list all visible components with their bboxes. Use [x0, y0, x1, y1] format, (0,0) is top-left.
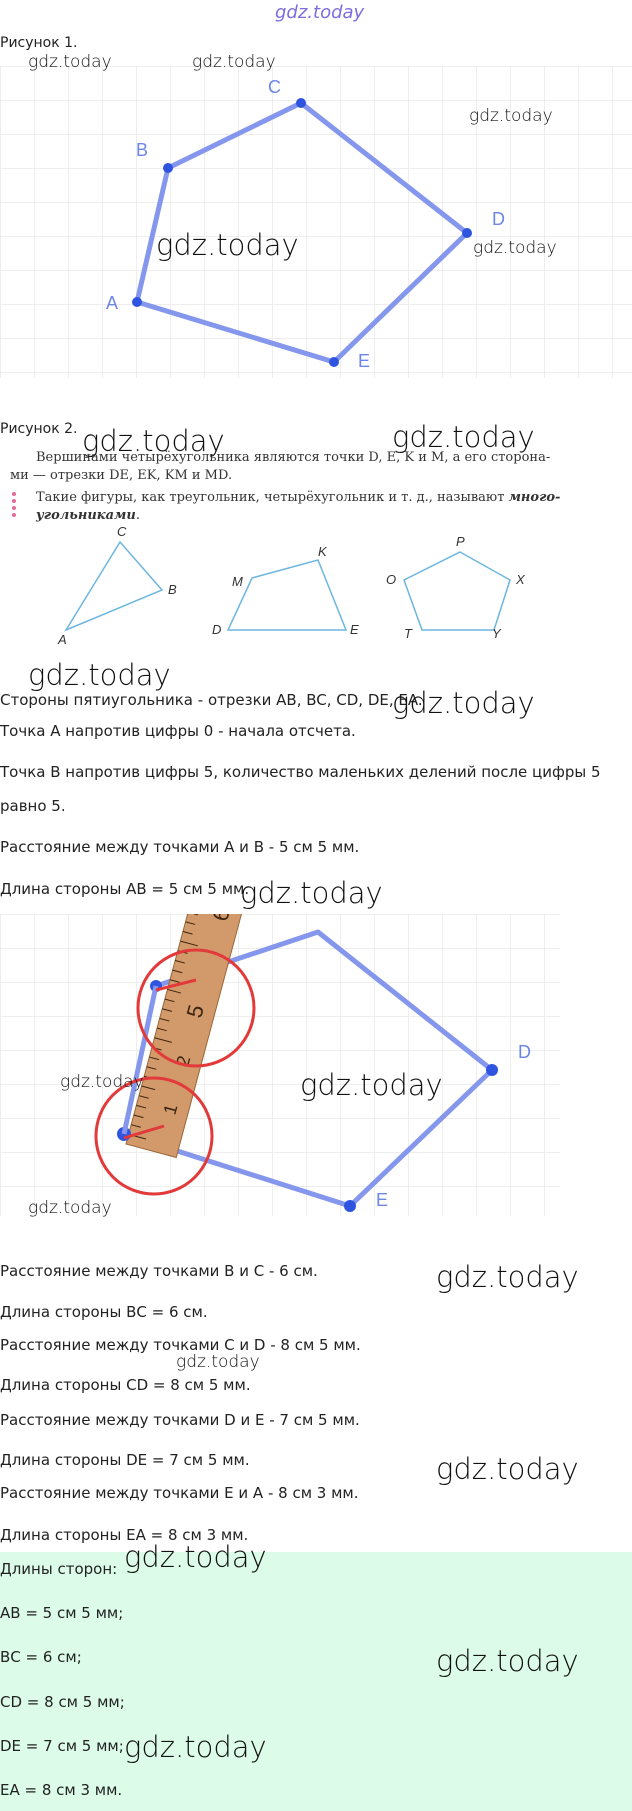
label-a: A: [106, 293, 119, 313]
watermark: gdz.today: [156, 228, 299, 262]
excerpt-line-4-bold: угольниками: [36, 508, 136, 523]
quad-label-d: D: [212, 622, 222, 637]
answer-item-de: DE = 7 см 5 мм;: [0, 1737, 124, 1755]
figure3-svg: [0, 914, 560, 1216]
label-c: C: [268, 77, 281, 97]
label-e: E: [358, 351, 371, 371]
fig3-label-e: E: [376, 1190, 389, 1210]
excerpt-line-3: [36, 490, 560, 506]
pentagon-label-y: Y: [492, 626, 501, 641]
label-d: D: [492, 209, 505, 229]
watermark: gdz.today: [192, 52, 276, 72]
watermark: gdz.today: [28, 658, 171, 692]
measurement-ea-distance: Расстояние между точками E и A - 8 см 3 мм.: [0, 1484, 359, 1502]
answer-item-ea: EA = 8 см 3 мм.: [0, 1781, 123, 1799]
triangle-label-a: A: [58, 632, 67, 646]
figure2-excerpt: [0, 446, 618, 646]
answer-item-bc: ВС = 6 см;: [0, 1648, 82, 1666]
watermark: gdz.today: [82, 424, 225, 458]
watermark: gdz.today: [436, 1644, 579, 1678]
triangle: [66, 542, 162, 630]
watermark: gdz.today: [28, 52, 112, 72]
ruler-number: 5: [181, 1002, 209, 1021]
watermark: gdz.today: [124, 1730, 267, 1764]
triangle-label-c: C: [117, 526, 127, 539]
watermark: gdz.today: [436, 1260, 579, 1294]
pentagon-label-x: X: [516, 572, 525, 587]
figure1-label: Рисунок 1.: [0, 35, 78, 51]
watermark: gdz.today: [300, 1068, 443, 1102]
measurement-de-length: Длина стороны DE = 7 см 5 мм.: [0, 1451, 250, 1469]
quadrilateral: [228, 560, 346, 630]
pentagon-label-o: O: [386, 572, 397, 587]
answer-item-ab: АВ = 5 см 5 мм;: [0, 1604, 124, 1622]
watermark: gdz.today: [124, 1540, 267, 1574]
answer-box: [0, 1552, 632, 1811]
watermark: gdz.today: [473, 238, 557, 258]
figure2-shapes: [0, 526, 618, 646]
paragraph-distance-ab: Расстояние между точками А и В - 5 см 5 мм.: [0, 838, 360, 856]
measurement-cd-length: Длина стороны CD = 8 см 5 мм.: [0, 1376, 251, 1394]
ruler-number: 6: [207, 914, 235, 924]
watermark: gdz.today: [392, 686, 535, 720]
watermark: gdz.today: [436, 1452, 579, 1486]
watermark: gdz.today: [240, 876, 383, 910]
paragraph-point-b-2: равно 5.: [0, 797, 66, 815]
fig3-point-e: [344, 1200, 356, 1212]
figure2-label: Рисунок 2.: [0, 421, 78, 437]
watermark: gdz.today: [28, 1198, 112, 1218]
fig3-point-d: [486, 1064, 498, 1076]
quad-label-e: E: [350, 622, 359, 637]
measurement-ea-length: Длина стороны EA = 8 см 3 мм.: [0, 1526, 249, 1544]
watermark-top: gdz.today: [275, 2, 365, 23]
point-b: [163, 163, 173, 173]
pentagon: [404, 552, 510, 630]
label-b: B: [136, 140, 149, 160]
excerpt-line-4: [36, 508, 140, 524]
triangle-label-b: B: [168, 582, 177, 597]
quad-label-k: K: [318, 544, 327, 559]
paragraph-point-b-1: Точка В напротив цифры 5, количество маленьких делений после цифры 5: [0, 763, 601, 781]
pentagon-label-p: P: [456, 534, 465, 549]
excerpt-line-2: ми — отрезки DE, EK, KM и MD.: [10, 468, 233, 483]
excerpt-bullets: [12, 492, 16, 520]
point-a: [132, 297, 142, 307]
ruler-number: 2: [172, 1053, 195, 1069]
excerpt-line-3-text: Такие фигуры, как треугольник, четырёхугольник и т. д., называют: [36, 490, 509, 505]
watermark: gdz.today: [469, 106, 553, 126]
quad-label-m: M: [232, 574, 243, 589]
excerpt-line-1: Вершинами четырёхугольника являются точки D, E, K и M, а его сторона-: [36, 450, 551, 465]
pentagon-label-t: T: [404, 626, 412, 641]
ruler-number: 1: [159, 1101, 182, 1117]
paragraph-point-a: Точка А напротив цифры 0 - начала отсчета.: [0, 722, 356, 740]
measurement-bc-distance: Расстояние между точками В и С - 6 см.: [0, 1262, 318, 1280]
answer-item-cd: CD = 8 см 5 мм;: [0, 1693, 125, 1711]
figure3-measurement: [0, 914, 560, 1216]
watermark: gdz.today: [176, 1352, 260, 1372]
watermark: gdz.today: [60, 1072, 144, 1092]
point-e: [329, 357, 339, 367]
fig3-label-d: D: [518, 1042, 531, 1062]
point-c: [296, 98, 306, 108]
measurement-de-distance: Расстояние между точками D и E - 7 см 5 мм.: [0, 1411, 360, 1429]
measurement-cd-distance: Расстояние между точками С и D - 8 см 5 мм.: [0, 1336, 361, 1354]
excerpt-line-3-bold: много-: [508, 490, 561, 505]
paragraph-length-ab: Длина стороны АВ = 5 см 5 мм.: [0, 880, 250, 898]
watermark: gdz.today: [392, 420, 535, 454]
excerpt-line-4-text: .: [135, 508, 140, 523]
paragraph-sides: Стороны пятиугольника - отрезки AB, BC, CD, DE, EA.: [0, 691, 423, 709]
point-d: [462, 228, 472, 238]
measurement-bc-length: Длина стороны ВС = 6 см.: [0, 1303, 208, 1321]
answer-title: Длины сторон:: [0, 1560, 118, 1578]
